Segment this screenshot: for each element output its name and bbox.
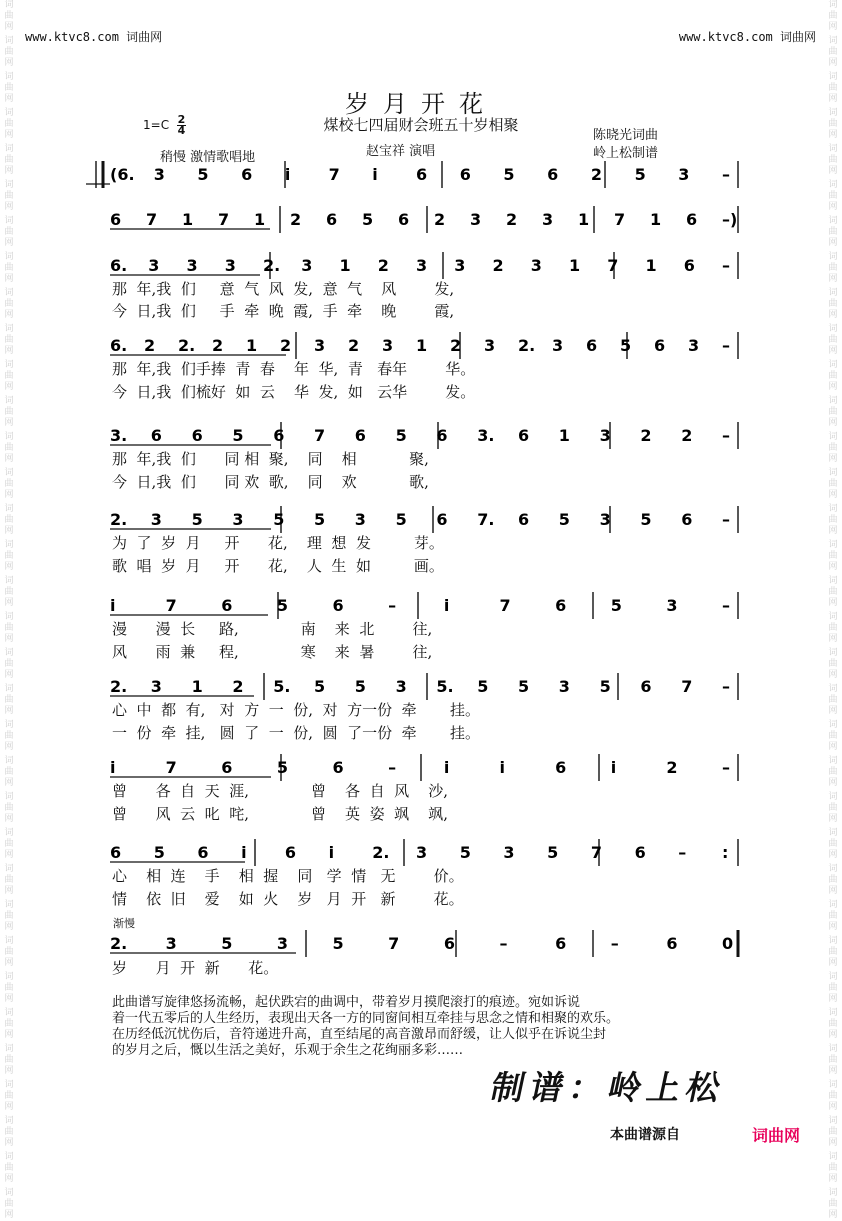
note: 5 (610, 596, 622, 615)
note: 3 (688, 336, 700, 355)
note: 5 (314, 510, 326, 529)
note: 7 (328, 165, 340, 184)
note: i (499, 758, 505, 777)
watermark-glyph: 词 曲 网 (828, 504, 838, 536)
lyric-line: 今 日,我 们 同 欢 歌, 同 欢 歌, (112, 473, 429, 491)
lyric-line: 曾 各 自 天 涯, 曾 各 自 风 沙, (112, 782, 448, 800)
watermark-glyph: 词 曲 网 (4, 972, 14, 1004)
note: 3 (224, 256, 236, 275)
note: 7 (218, 210, 230, 229)
note: 2 (492, 256, 504, 275)
watermark-glyph: 词 曲 网 (828, 972, 838, 1004)
note: 3. (110, 426, 128, 445)
key-label: 1=C (143, 118, 170, 132)
watermark-glyph: 词 曲 网 (4, 540, 14, 572)
note: 5 (197, 165, 209, 184)
note: 3 (165, 934, 177, 953)
note: 3 (232, 510, 244, 529)
note: 0 (722, 934, 734, 953)
note: 3 (276, 934, 289, 953)
note: 3 (354, 510, 366, 529)
lyric-line: 心 中 都 有, 对 方 一 份, 对 方一份 牵 挂。 (112, 701, 481, 719)
note: 6 (436, 426, 448, 445)
note: 6 (332, 758, 344, 777)
note: 6 (586, 336, 598, 355)
watermark-glyph: 词 曲 网 (828, 828, 838, 860)
note: 6 (683, 256, 695, 275)
note: 3 (186, 256, 198, 275)
watermark-glyph: 词 曲 网 (4, 1152, 14, 1184)
note: 6 (436, 510, 448, 529)
note: 3 (301, 256, 313, 275)
lyric-line: 岁 月 开 新 花。 (112, 959, 279, 977)
note: 2 (232, 677, 244, 696)
site-logo[interactable]: 词曲网 (752, 1126, 801, 1145)
note: 3 (558, 677, 570, 696)
watermark-glyph: 词 曲 网 (4, 1188, 14, 1220)
watermark-glyph: 词 曲 网 (828, 792, 838, 824)
note: 7 (499, 596, 511, 615)
note: 6 (284, 843, 296, 862)
note: 5 (518, 677, 530, 696)
arranger-signature: 制谱：岭上松 (487, 1068, 730, 1107)
watermark-glyph: 词 曲 网 (4, 288, 14, 320)
watermark-glyph: 词 曲 网 (828, 1116, 838, 1148)
composer-credit: 陈晓光词曲 (593, 128, 659, 143)
note: 5 (153, 843, 165, 862)
description-line: 在历经低沉忧伤后，音符递进升高，直至结尾的高音激昂而舒缓，让人似乎在诉说尘封 (112, 1027, 607, 1042)
watermark-glyph: 词 曲 网 (828, 684, 838, 716)
note: 3 (454, 256, 466, 275)
watermark-glyph: 词 曲 网 (828, 36, 838, 68)
note: 1 (558, 426, 570, 445)
note: 6 (273, 426, 285, 445)
note: – (499, 934, 508, 953)
note: : (722, 843, 729, 862)
note: 3 (678, 165, 690, 184)
note: 6 (241, 165, 253, 184)
watermark-glyph: 词 曲 网 (828, 1044, 838, 1076)
note: 3 (552, 336, 564, 355)
note: 1 (578, 210, 590, 229)
note: – (722, 510, 730, 529)
note: 6 (518, 426, 530, 445)
watermark-glyph: 词 曲 网 (828, 648, 838, 680)
lyric-line: 那 年,我 们 同 相 聚, 同 相 聚, (112, 450, 429, 468)
note: 6 (640, 677, 652, 696)
note: 5 (232, 426, 244, 445)
note: i (241, 843, 247, 862)
note: 6 (518, 510, 530, 529)
watermark-glyph: 词 曲 网 (4, 36, 14, 68)
note: 2. (110, 934, 128, 953)
note: 6 (666, 934, 678, 953)
watermark-glyph: 词 曲 网 (4, 180, 14, 212)
note: 6 (555, 934, 567, 953)
watermark-glyph: 词 曲 网 (828, 144, 838, 176)
lyric-line: 情 依 旧 爱 如 火 岁 月 开 新 花。 (112, 890, 464, 908)
note: 5 (395, 426, 407, 445)
note: 2. (178, 336, 196, 355)
note: 7 (165, 758, 177, 777)
note: 7 (681, 677, 693, 696)
watermark-glyph: 词 曲 网 (4, 864, 14, 896)
note: 3 (503, 843, 515, 862)
note: 6 (150, 426, 162, 445)
watermark-glyph: 词 曲 网 (828, 1080, 838, 1112)
note: 3 (395, 677, 407, 696)
watermark-glyph: 词 曲 网 (828, 216, 838, 248)
note: 5. (436, 677, 454, 696)
note: 1 (182, 210, 194, 229)
note: 2 (280, 336, 292, 355)
watermark-glyph: 词 曲 网 (4, 756, 14, 788)
watermark-glyph: 词 曲 网 (828, 432, 838, 464)
source-label: 本曲谱源自 (610, 1127, 680, 1143)
note: 5 (599, 677, 611, 696)
note: 2 (640, 426, 652, 445)
note: 3 (416, 256, 428, 275)
note: 3 (150, 510, 162, 529)
watermark-glyph: 词 曲 网 (4, 360, 14, 392)
watermark-glyph: 词 曲 网 (828, 288, 838, 320)
watermark-glyph: 词 曲 网 (828, 936, 838, 968)
note: 7 (146, 210, 158, 229)
note: 5 (191, 510, 203, 529)
note: 6. (110, 336, 128, 355)
lyric-line: 今 日,我 们 手 牵 晚 霞, 手 牵 晚 霞, (112, 302, 455, 320)
watermark-glyph: 词 曲 网 (4, 720, 14, 752)
watermark-glyph: 词 曲 网 (828, 1152, 838, 1184)
note: 2. (372, 843, 390, 862)
ritardando-mark: 渐慢 (113, 917, 135, 930)
note: 7. (477, 510, 495, 529)
watermark-glyph: 词 曲 网 (4, 432, 14, 464)
watermark-glyph: 词 曲 网 (828, 576, 838, 608)
arranger-credit: 岭上松制谱 (593, 146, 659, 161)
watermark-glyph: 词 曲 网 (4, 828, 14, 860)
note: 6 (354, 426, 366, 445)
note: 6 (110, 210, 122, 229)
note: 3 (542, 210, 554, 229)
watermark-glyph: 词 曲 网 (4, 144, 14, 176)
note: 6 (634, 843, 646, 862)
watermark-glyph: 词 曲 网 (4, 900, 14, 932)
note: 5 (221, 934, 233, 953)
note: 1 (416, 336, 428, 355)
lyric-line: 心 相 连 手 相 握 同 学 情 无 价。 (112, 867, 464, 885)
note: – (678, 843, 687, 862)
note: 5 (620, 336, 632, 355)
note: 6 (681, 510, 693, 529)
note: 2 (681, 426, 693, 445)
lyric-line: 漫 漫 长 路, 南 来 北 往, (112, 620, 433, 638)
note: 1 (650, 210, 662, 229)
lyric-line: 风 雨 兼 程, 寒 来 暑 往, (112, 643, 433, 661)
description-line: 的岁月之后，慨以生活之美好，乐观于余生之花绚丽多彩…… (112, 1043, 464, 1058)
note: 1 (246, 336, 258, 355)
song-title: 岁月开花 (345, 90, 497, 118)
note: – (722, 336, 730, 355)
watermark-glyph: 词 曲 网 (4, 792, 14, 824)
song-subtitle: 煤校七四届财会班五十岁相聚 (323, 116, 519, 134)
note: – (610, 934, 619, 953)
watermark-glyph: 词 曲 网 (4, 684, 14, 716)
note: 3 (150, 677, 162, 696)
note: i (443, 758, 450, 777)
note: 2 (590, 165, 602, 184)
note: 6 (191, 426, 203, 445)
note: 3 (666, 596, 678, 615)
note: – (388, 596, 397, 615)
note: 1 (645, 256, 657, 275)
note: 1 (191, 677, 203, 696)
note: 5 (273, 510, 285, 529)
time-top: 2 (177, 113, 186, 126)
watermark-glyph: 词 曲 网 (828, 324, 838, 356)
note: 5 (459, 843, 471, 862)
note: 7 (165, 596, 177, 615)
note: i (110, 596, 116, 615)
note: i (372, 165, 378, 184)
note: 3 (599, 510, 611, 529)
note: 3 (599, 426, 611, 445)
note: 5 (314, 677, 326, 696)
note: 6 (221, 596, 233, 615)
watermark-glyph: 词 曲 网 (4, 1080, 14, 1112)
note: 6 (398, 210, 410, 229)
note: 5. (273, 677, 291, 696)
note: – (722, 256, 730, 275)
note: – (722, 426, 730, 445)
note: 6 (443, 934, 455, 953)
note: 2 (377, 256, 389, 275)
watermark-glyph: 词 曲 网 (4, 108, 14, 140)
watermark-glyph: 词 曲 网 (4, 324, 14, 356)
note: 6 (110, 843, 122, 862)
watermark-glyph: 词 曲 网 (4, 468, 14, 500)
note: i (328, 843, 335, 862)
note: i (284, 165, 291, 184)
note: 6 (686, 210, 698, 229)
note: 5 (276, 596, 289, 615)
site-header-right[interactable]: www.ktvc8.com 词曲网 (678, 30, 816, 44)
site-header-left[interactable]: www.ktvc8.com 词曲网 (25, 30, 163, 44)
watermark-glyph: 词 曲 网 (828, 72, 838, 104)
note: –) (722, 210, 738, 229)
tempo-marking: 稍慢 激情歌唱地 (160, 150, 256, 165)
watermark-glyph: 词 曲 网 (4, 1008, 14, 1040)
watermark-glyph: 词 曲 网 (828, 396, 838, 428)
watermark-glyph: 词 曲 网 (4, 648, 14, 680)
note: 2. (263, 256, 281, 275)
lyric-line: 今 日,我 们梳好 如 云 华 发, 如 云华 发。 (112, 383, 476, 401)
watermark-glyph: 词 曲 网 (828, 1008, 838, 1040)
note: 2. (518, 336, 536, 355)
note: 6 (416, 165, 428, 184)
lyric-line: 曾 风 云 叱 咤, 曾 英 姿 飒 飒, (112, 805, 448, 823)
note: 7 (614, 210, 626, 229)
note: – (388, 758, 397, 777)
watermark-glyph: 词 曲 网 (828, 900, 838, 932)
note: 2 (506, 210, 518, 229)
note: – (722, 758, 730, 777)
note: 7 (607, 256, 619, 275)
note: 7 (388, 934, 400, 953)
note: i (443, 596, 450, 615)
note: 5 (276, 758, 289, 777)
note: 3 (148, 256, 160, 275)
note: 1 (569, 256, 581, 275)
note: 3 (382, 336, 394, 355)
note: 5 (640, 510, 652, 529)
note: 6 (221, 758, 233, 777)
note: 5 (362, 210, 374, 229)
note: – (722, 677, 730, 696)
note: 5 (395, 510, 407, 529)
watermark-glyph: 词 曲 网 (4, 0, 14, 32)
note: 3 (530, 256, 542, 275)
watermark-glyph: 词 曲 网 (4, 252, 14, 284)
note: i (110, 758, 116, 777)
note: 3 (484, 336, 496, 355)
song-description (112, 995, 752, 1059)
watermark-glyph: 词 曲 网 (4, 504, 14, 536)
watermark-glyph: 词 曲 网 (828, 252, 838, 284)
note: 5 (547, 843, 559, 862)
note: 3. (477, 426, 495, 445)
watermark-glyph: 词 曲 网 (828, 864, 838, 896)
watermark-glyph: 词 曲 网 (828, 612, 838, 644)
note: 3 (314, 336, 326, 355)
watermark-glyph: 词 曲 网 (4, 1044, 14, 1076)
note: 6 (197, 843, 209, 862)
note: 2. (110, 677, 128, 696)
singer-credit: 赵宝祥 演唱 (366, 144, 436, 159)
note: 1 (339, 256, 351, 275)
note: 3 (416, 843, 428, 862)
watermark-glyph: 词 曲 网 (4, 72, 14, 104)
note: 3 (153, 165, 165, 184)
note: 5 (558, 510, 570, 529)
note: 2 (212, 336, 224, 355)
note: 6 (555, 758, 567, 777)
note: 5 (477, 677, 489, 696)
lyric-line: 那 年,我 们手捧 青 春 年 华, 青 春年 华。 (112, 360, 476, 378)
note: 5 (503, 165, 515, 184)
watermark-glyph: 词 曲 网 (828, 108, 838, 140)
watermark-glyph: 词 曲 网 (828, 720, 838, 752)
note: 6 (547, 165, 559, 184)
watermark-glyph: 词 曲 网 (4, 216, 14, 248)
note: 2 (290, 210, 302, 229)
note: i (610, 758, 617, 777)
note: 2 (666, 758, 678, 777)
note: 2 (434, 210, 446, 229)
watermark-glyph: 词 曲 网 (828, 1188, 838, 1220)
note: 2 (348, 336, 360, 355)
note: 2 (144, 336, 156, 355)
note: 7 (314, 426, 326, 445)
description-line: 着一代五零后的人生经历，表现出天各一方的同窗间相互牵挂与思念之情和相聚的欢乐。 (112, 1011, 620, 1026)
note: – (722, 165, 730, 184)
note: 6 (654, 336, 666, 355)
watermark-glyph: 词 曲 网 (828, 0, 838, 32)
lyric-line: 歌 唱 岁 月 开 花, 人 生 如 画。 (112, 557, 444, 575)
watermark-glyph: 词 曲 网 (4, 576, 14, 608)
watermark-glyph: 词 曲 网 (4, 936, 14, 968)
watermark-glyph: 词 曲 网 (828, 756, 838, 788)
watermark-glyph: 词 曲 网 (828, 540, 838, 572)
note: 2 (450, 336, 462, 355)
note: 6 (459, 165, 471, 184)
note: 6 (332, 596, 344, 615)
note: 1 (254, 210, 266, 229)
watermark-glyph: 词 曲 网 (4, 612, 14, 644)
note: 5 (332, 934, 344, 953)
note: 6 (326, 210, 338, 229)
description-line: 此曲谱写旋律悠扬流畅，起伏跌宕的曲调中，带着岁月摸爬滚打的痕迹。宛如诉说 (112, 995, 581, 1010)
lyric-line: 为 了 岁 月 开 花, 理 想 发 芽。 (112, 534, 444, 552)
lyric-line: 一 份 牵 挂, 圆 了 一 份, 圆 了一份 牵 挂。 (112, 724, 481, 742)
note: 5 (354, 677, 366, 696)
lyric-line: 那 年,我 们 意 气 风 发, 意 气 风 发, (112, 280, 455, 298)
watermark-glyph: 词 曲 网 (828, 360, 838, 392)
watermark-glyph: 词 曲 网 (828, 468, 838, 500)
note: 6. (110, 256, 128, 275)
note: (6. (110, 165, 135, 184)
note: 7 (590, 843, 602, 862)
watermark-glyph: 词 曲 网 (4, 1116, 14, 1148)
note: 5 (634, 165, 646, 184)
watermark-glyph: 词 曲 网 (828, 180, 838, 212)
note: – (722, 596, 730, 615)
note: 2. (110, 510, 128, 529)
note: 3 (470, 210, 482, 229)
time-bottom: 4 (177, 124, 186, 137)
watermark-glyph: 词 曲 网 (4, 396, 14, 428)
note: 6 (555, 596, 567, 615)
